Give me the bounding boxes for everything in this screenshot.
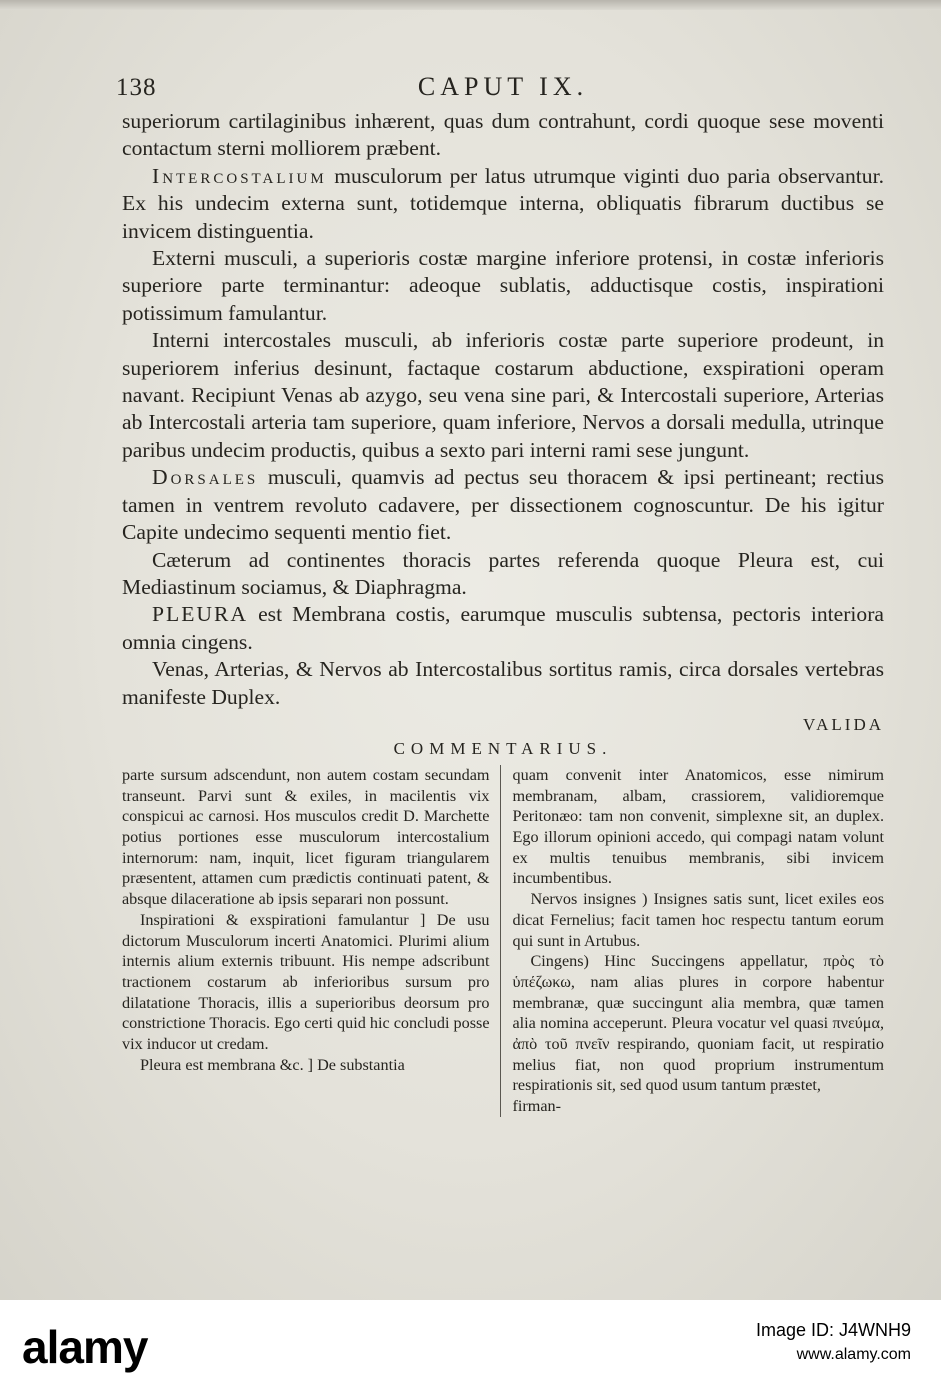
- left-paragraph-1: parte sursum adscendunt, non autem costam secundam transeunt. Parvi sunt & exiles, in macilentis vix conspicui ac carnosi. Hos musculos credit D. Marchette potius portiones esse musculorum intercostalium internorum: nam, inquit, licet figuram triangularem præsentent, attamen cum prædictis continuati patent, & absque dilaceratione ab ipsis separari non possunt.: [122, 765, 490, 909]
- page-top-edge: [0, 0, 941, 10]
- commentary-right-column: [500, 765, 885, 1117]
- site-url: www.alamy.com: [796, 1346, 911, 1363]
- right-catchword: firman-: [512, 1097, 562, 1116]
- main-paragraph-3: Externi musculi, a superioris costæ margine inferiore protensi, in costæ inferioris superiore parte terminantur: adeoque sublatis, adductisque costis, inspirationi potissimum famulantur.: [122, 246, 884, 325]
- main-paragraph-4: Interni intercostales musculi, ab inferioris costæ parte superiore prodeunt, in superiorem inferius desinunt, factaque costarum abductione, exspirationi operam navant. Recipiunt Venas ab azygo, seu vena sine pari, & Intercostali superiore, Arterias ab Intercostali arteria tam superiore, quam inferiore, Nervos a dorsali medulla, utrinque paribus undecim productis, quibus a sexto pari interni rami sese jungunt.: [122, 328, 884, 462]
- main-text: [122, 108, 884, 711]
- alamy-logo: alamy: [22, 1321, 148, 1373]
- commentary-left-column: [122, 765, 500, 1117]
- chapter-title: CAPUT IX.: [417, 72, 589, 101]
- right-paragraph-1: quam convenit inter Anatomicos, esse nimirum membranam, albam, crassiorem, validioremque Peritonæo: tam non convenit, simplexne sit, an duplex. Ego illorum opinioni accedo, qui compagi natam volunt ex multis tenuibus membranis, sibi invicem incumbentibus.: [512, 765, 884, 888]
- main-paragraph-7: PLEURA est Membrana costis, earumque musculis subtensa, pectoris interiora omnia cingens.: [122, 602, 884, 654]
- right-paragraph-2: Nervos insignes ) Insignes satis sunt, licet exiles eos dicat Fernelius; facit tamen hoc respectu tantum eorum qui sunt in Artubus.: [512, 890, 884, 950]
- image-id-label: Image ID: J4WNH9: [755, 1320, 911, 1340]
- main-paragraph-6: Cæterum ad continentes thoracis partes referenda quoque Pleura est, cui Mediastinum sociamus, & Diaphragma.: [122, 547, 884, 599]
- page-number: 138: [116, 74, 157, 101]
- left-paragraph-3: Pleura est membrana &c. ] De substantia: [140, 1055, 405, 1074]
- catchword: VALIDA: [803, 714, 884, 734]
- main-paragraph-1: superiorum cartilaginibus inhærent, quas dum contrahunt, cordi quoque sese moventi contactum sterni molliorem præbent.: [122, 109, 884, 161]
- right-paragraph-3: Cingens) Hinc Succingens appellatur, πρὸς τὸ ὑπέζωκω, nam alias plures in corpore habentur membranæ, quæ succingunt alia membra, quæ tamen alia nomina acceperunt. Pleura vocatur vel quasi πνεύμα, ἀπὸ τοῦ πνεῖν respirando, quoniam facit, ut respiratio melius fiat, non quod proprium instrumentum respirationis sit, sed quod usum tantum præstet,: [512, 952, 884, 1095]
- page-header: [116, 72, 884, 108]
- left-paragraph-2: Inspirationi & exspirationi famulantur ] De usu dictorum Musculorum incerti Anatomici. Plurimi alium internis alium externis tribuunt. His nempe adscribunt tractionem costarum ab inferioribus sursum pro dilatatione Thoracis, illis a superioribus deorsum pro constrictione Thoracis. Ego certi quid hic concludi posse vix inducor ut credam.: [122, 910, 490, 1054]
- commentary-columns: [122, 765, 884, 1117]
- commentary-heading: COMMENTARIUS.: [393, 738, 613, 758]
- main-paragraph-2: Intercostalium musculorum per latus utrumque viginti duo paria observantur. Ex his undecim externa sunt, totidemque interna, obliquatis fibrarum ductibus se invicem distinguentia.: [122, 163, 884, 243]
- stock-footer: [0, 1300, 941, 1390]
- main-paragraph-8: Venas, Arterias, & Nervos ab Intercostalibus sortitus ramis, circa dorsales vertebras manifeste Duplex.: [122, 657, 884, 709]
- main-paragraph-5: Dorsales musculi, quamvis ad pectus seu thoracem & ipsi pertineant; rectius tamen in ventrem revoluto cadavere, per dissectionem cognoscuntur. De his igitur Capite undecimo sequenti mentio fiet.: [122, 465, 884, 545]
- book-page: [116, 72, 884, 1117]
